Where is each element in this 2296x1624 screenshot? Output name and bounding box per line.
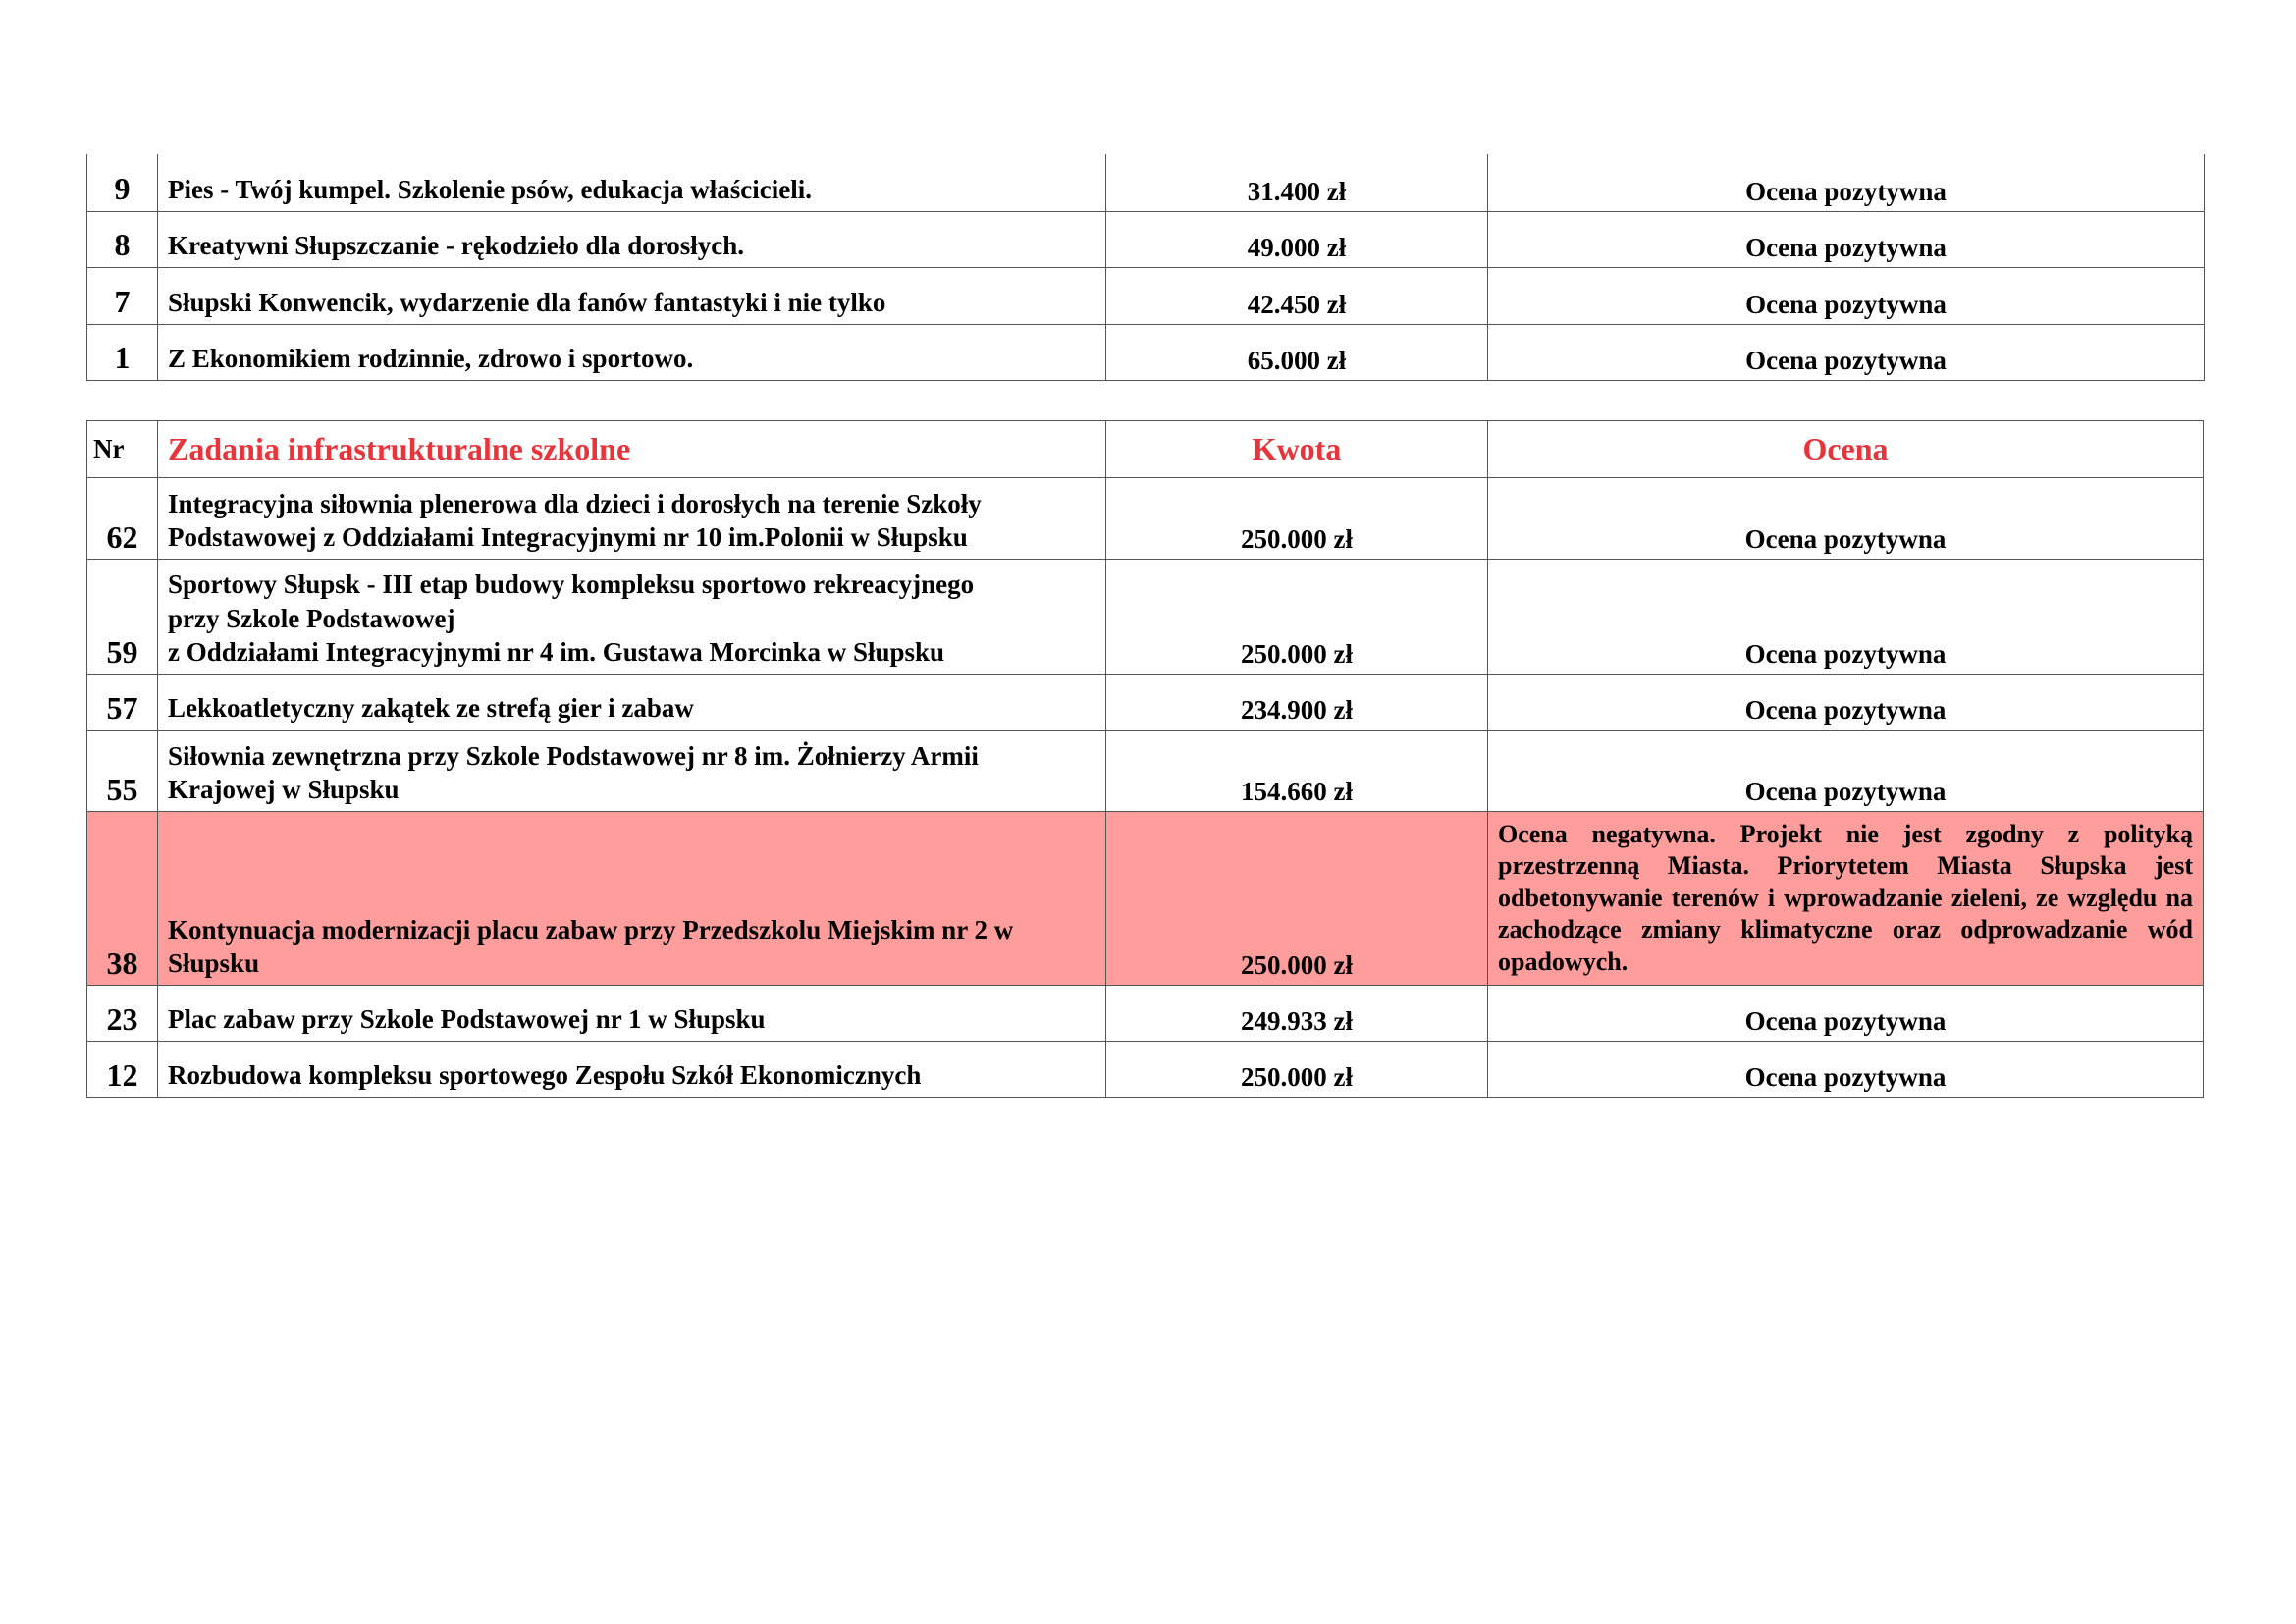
task-amount: 154.660 zł	[1106, 731, 1488, 812]
task-amount: 49.000 zł	[1106, 211, 1488, 267]
table-row	[87, 1042, 2204, 1098]
task-rating: Ocena pozytywna	[1488, 211, 2205, 267]
row-number: 38	[87, 812, 158, 986]
table-school-infrastructure	[86, 420, 2204, 1098]
task-name-line: przy Szkole Podstawowej	[168, 603, 455, 633]
task-name-line: Kontynuacja modernizacji placu zabaw przy Przedszkolu Miejskim nr 2 w	[168, 914, 1014, 945]
task-amount: 234.900 zł	[1106, 675, 1488, 731]
header-rating: Ocena	[1488, 421, 2204, 478]
task-name: Pies - Twój kumpel. Szkolenie psów, edukacja właścicieli.	[158, 154, 1106, 211]
table-row	[87, 560, 2204, 675]
table-row	[87, 478, 2204, 560]
task-rating: Ocena pozytywna	[1488, 1042, 2204, 1098]
row-number: 59	[87, 560, 158, 675]
task-name-line: Plac zabaw przy Szkole Podstawowej nr 1 w Słupsku	[168, 1004, 766, 1035]
task-name-line: Słupsku	[168, 948, 260, 979]
table-row	[87, 154, 2205, 211]
task-amount: 65.000 zł	[1106, 324, 1488, 380]
task-name-line: Rozbudowa kompleksu sportowego Zespołu Szkół Ekonomicznych	[168, 1060, 922, 1091]
task-rating-negative: Ocena negatywna. Projekt nie jest zgodny z polityką przestrzenną Miasta. Priorytetem Miasta Słupska jest odbetonywanie terenów i wprowadzanie zieleni, ze względu na zachodzące zmiany klimatyczne oraz odprowadzanie wód opadowych.	[1488, 812, 2204, 986]
table-projects-continued	[86, 154, 2205, 381]
row-number: 8	[87, 211, 158, 267]
task-amount: 249.933 zł	[1106, 986, 1488, 1042]
table-row	[87, 324, 2205, 380]
row-number: 62	[87, 478, 158, 560]
task-name: Słupski Konwencik, wydarzenie dla fanów fantastyki i nie tylko	[158, 267, 1106, 324]
header-amount: Kwota	[1106, 421, 1488, 478]
task-amount: 250.000 zł	[1106, 1042, 1488, 1098]
header-nr: Nr	[87, 421, 158, 478]
task-name	[158, 812, 1106, 986]
table-row	[87, 211, 2205, 267]
task-name	[158, 731, 1106, 812]
task-name-line: z Oddziałami Integracyjnymi nr 4 im. Gustawa Morcinka w Słupsku	[168, 637, 945, 668]
row-number: 23	[87, 986, 158, 1042]
table-row	[87, 986, 2204, 1042]
table-row	[87, 267, 2205, 324]
row-number: 7	[87, 267, 158, 324]
task-name-line: Sportowy Słupsk - III etap budowy kompleksu sportowo rekreacyjnego	[168, 569, 975, 600]
task-amount: 42.450 zł	[1106, 267, 1488, 324]
task-rating: Ocena pozytywna	[1488, 731, 2204, 812]
row-number: 9	[87, 154, 158, 211]
task-rating: Ocena pozytywna	[1488, 675, 2204, 731]
task-rating: Ocena pozytywna	[1488, 267, 2205, 324]
task-name-line: Krajowej w Słupsku	[168, 775, 400, 805]
task-name	[158, 478, 1106, 560]
task-name-line: Podstawowej z Oddziałami Integracyjnymi nr 10 im.Polonii w Słupsku	[168, 522, 968, 553]
table-header-row	[87, 421, 2204, 478]
task-name: Kreatywni Słupszczanie - rękodzieło dla dorosłych.	[158, 211, 1106, 267]
task-amount: 250.000 zł	[1106, 560, 1488, 675]
table-row	[87, 675, 2204, 731]
task-amount: 250.000 zł	[1106, 478, 1488, 560]
row-number: 1	[87, 324, 158, 380]
task-name-line: Integracyjna siłownia plenerowa dla dzieci i dorosłych na terenie Szkoły	[168, 488, 982, 518]
row-number: 57	[87, 675, 158, 731]
row-number: 12	[87, 1042, 158, 1098]
task-name: Z Ekonomikiem rodzinnie, zdrowo i sportowo.	[158, 324, 1106, 380]
task-name	[158, 675, 1106, 731]
task-name-line: Siłownia zewnętrzna przy Szkole Podstawowej nr 8 im. Żołnierzy Armii	[168, 740, 979, 771]
task-name-line: Lekkoatletyczny zakątek ze strefą gier i zabaw	[168, 693, 694, 724]
task-rating: Ocena pozytywna	[1488, 560, 2204, 675]
row-number: 55	[87, 731, 158, 812]
task-rating: Ocena pozytywna	[1488, 154, 2205, 211]
table-row	[87, 731, 2204, 812]
task-rating: Ocena pozytywna	[1488, 478, 2204, 560]
task-rating: Ocena pozytywna	[1488, 986, 2204, 1042]
task-rating: Ocena pozytywna	[1488, 324, 2205, 380]
task-amount: 31.400 zł	[1106, 154, 1488, 211]
header-task-title: Zadania infrastrukturalne szkolne	[158, 421, 1106, 478]
task-name	[158, 560, 1106, 675]
table-row-negative	[87, 812, 2204, 986]
task-name	[158, 986, 1106, 1042]
task-amount: 250.000 zł	[1106, 812, 1488, 986]
task-name	[158, 1042, 1106, 1098]
